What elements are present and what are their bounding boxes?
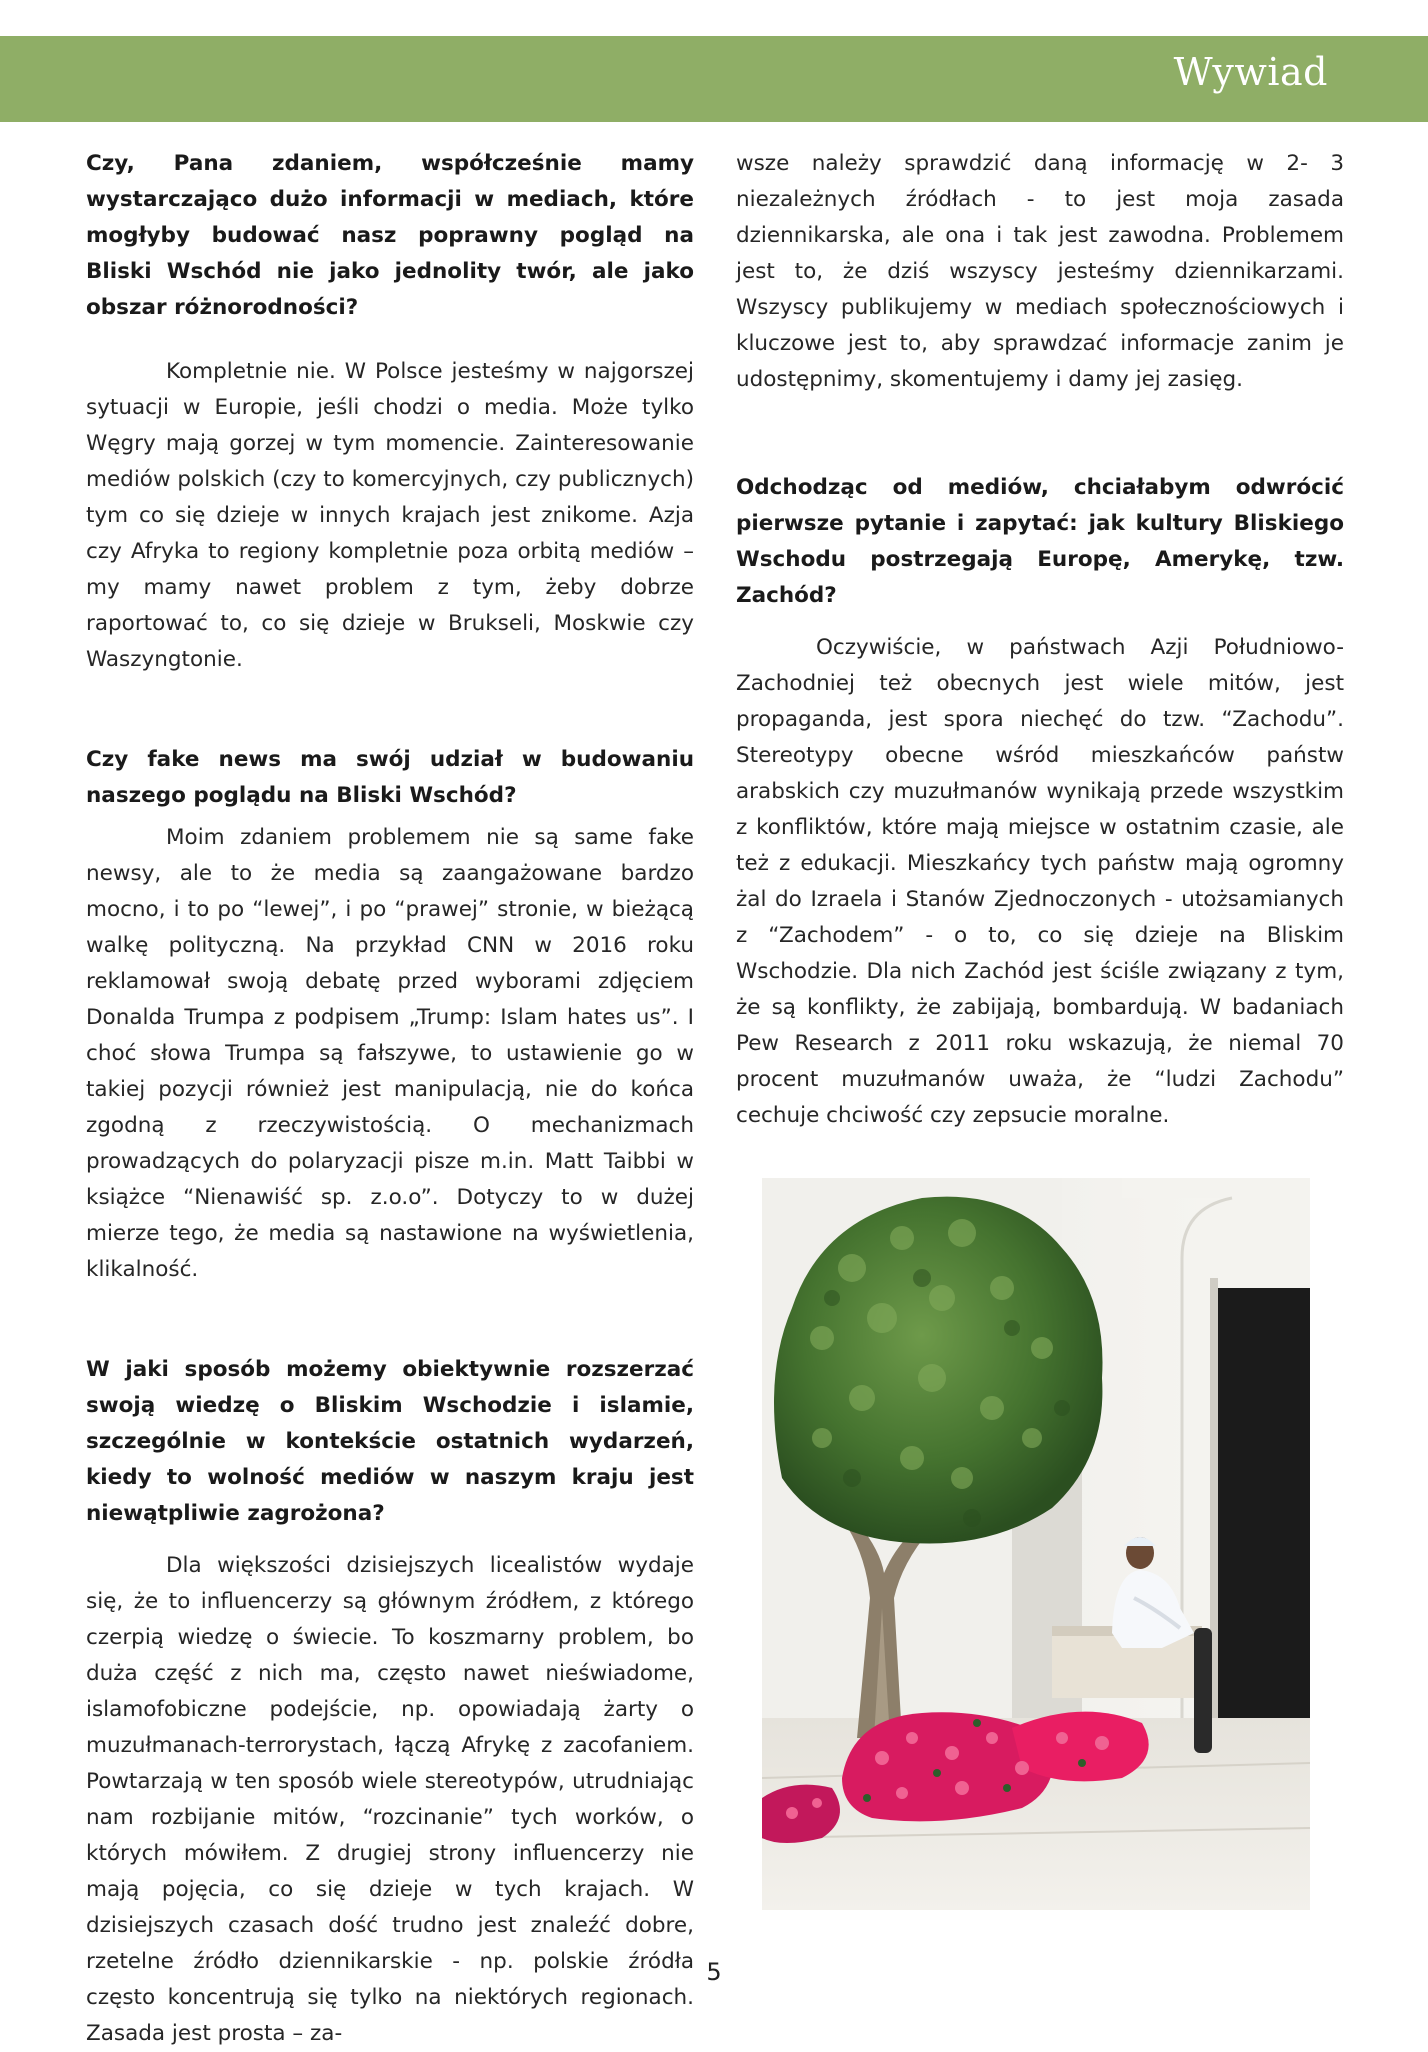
- answer-1: Kompletnie nie. W Polsce jesteśmy w najgorszej sytuacji w Europie, jeśli chodzi o media. Może tylko Węgry mają gorzej w tym momencie. Zainteresowanie mediów polskich (czy to komercyjnych, czy publicznych) tym co się dzieje w innych krajach jest znikome. Azja czy Afryka to regiony kompletnie poza orbitą mediów – my mamy nawet problem z tym, żeby dobrze raportować to, co się dzieje w Brukseli, Moskwie czy Waszyngtonie.: [86, 359, 694, 672]
- answer-4: Oczywiście, w państwach Azji Południowo-Zachodniej też obecnych jest wiele mitów, jest propaganda, jest spora niechęć do tzw. “Zachodu”. Stereotypy obecne wśród mieszkańców państw arabskich czy muzułmanów wynikają przede wszystkim z konfliktów, które mają miejsce w ostatnim czasie, ale też z edukacji. Mieszkańcy tych państw mają ogromny żal do Izraela i Stanów Zjednoczonych - utożsamianych z “Zachodem” - o to, co się dzieje na Bliskim Wschodzie. Dla nich Zachód jest ściśle związany z tym, że są konflikty, że zabijają, bombardują. W badaniach Pew Research z 2011 roku wskazują, że niemal 70 procent muzułmanów uważa, że “ludzi Zachodu” cechuje chciwość czy zepsucie moralne.: [736, 635, 1344, 1128]
- left-column: [86, 146, 694, 2052]
- answer-2: Moim zdaniem problemem nie są same fake newsy, ale to że media są zaangażowane bardzo mocno, i to po “lewej”, i po “prawej” stronie, w bieżącą walkę polityczną. Na przykład CNN w 2016 roku reklamował swoją debatę przed wyborami zdjęciem Donalda Trumpa z podpisem „Trump: Islam hates us”. I choć słowa Trumpa są fałszywe, to ustawienie go w takiej pozycji również jest manipulacją, nie do końca zgodną z rzeczywistością. O mechanizmach prowadzących do polaryzacji pisze m.in. Matt Taibbi w książce “Nienawiść sp. z.o.o”. Dotyczy to w dużej mierze tego, że media są nastawione na wyświetlenia, klikalność.: [86, 825, 694, 1282]
- answer-3-continued: wsze należy sprawdzić daną informację w 2- 3 niezależnych źródłach - to jest moja zasada dziennikarska, ale ona i tak jest zawodna. Problemem jest to, że dziś wszyscy jesteśmy dziennikarzami. Wszyscy publikujemy w mediach społecznościowych i kluczowe jest to, aby sprawdzać informacje zanim je udostępnimy, skomentujemy i damy jej zasięg.: [736, 151, 1344, 392]
- question-4: Odchodząc od mediów, chciałabym odwrócić pierwsze pytanie i zapytać: jak kultury Bliskiego Wschodu postrzegają Europę, Amerykę, tzw. Zachód?: [736, 475, 1344, 608]
- article-photo: [762, 1178, 1310, 1910]
- answer-3: Dla większości dzisiejszych licealistów wydaje się, że to influencerzy są głównym źródłem, z którego czerpią wiedzę o świecie. To koszmarny problem, bo duża część z nich ma, często nawet nieświadome, islamofobiczne podejście, np. opowiadają żarty o muzułmanach-terrorystach, łączą Afrykę z zacofaniem. Powtarzają w ten sposób wiele stereotypów, utrudniając nam rozbijanie mitów, “rozcinanie” tych worków, o których mówiłem. Z drugiej strony influencerzy nie mają pojęcia, co się dzieje w tych krajach. W dzisiejszych czasach dość trudno jest znaleźć dobre, rzetelne źródło dziennikarskie - np. polskie źródła często koncentrują się tylko na niektórych regionach. Zasada jest prosta – za-: [86, 1553, 694, 2046]
- page-number: 5: [706, 1958, 722, 1986]
- question-2: Czy fake news ma swój udział w budowaniu naszego poglądu na Bliski Wschód?: [86, 747, 694, 808]
- photo-tree-man-flowers: [762, 1178, 1310, 1910]
- section-title: Wywiad: [1173, 50, 1328, 94]
- question-1: Czy, Pana zdaniem, współcześnie mamy wystarczająco dużo informacji w mediach, które mogłyby budować nasz poprawny pogląd na Bliski Wschód nie jako jednolity twór, ale jako obszar różnorodności?: [86, 151, 694, 320]
- right-column: [736, 146, 1344, 1134]
- section-banner: [0, 36, 1428, 122]
- question-3: W jaki sposób możemy obiektywnie rozszerzać swoją wiedzę o Bliskim Wschodzie i islamie, szczególnie w kontekście ostatnich wydarzeń, kiedy to wolność mediów w naszym kraju jest niewątpliwie zagrożona?: [86, 1357, 694, 1526]
